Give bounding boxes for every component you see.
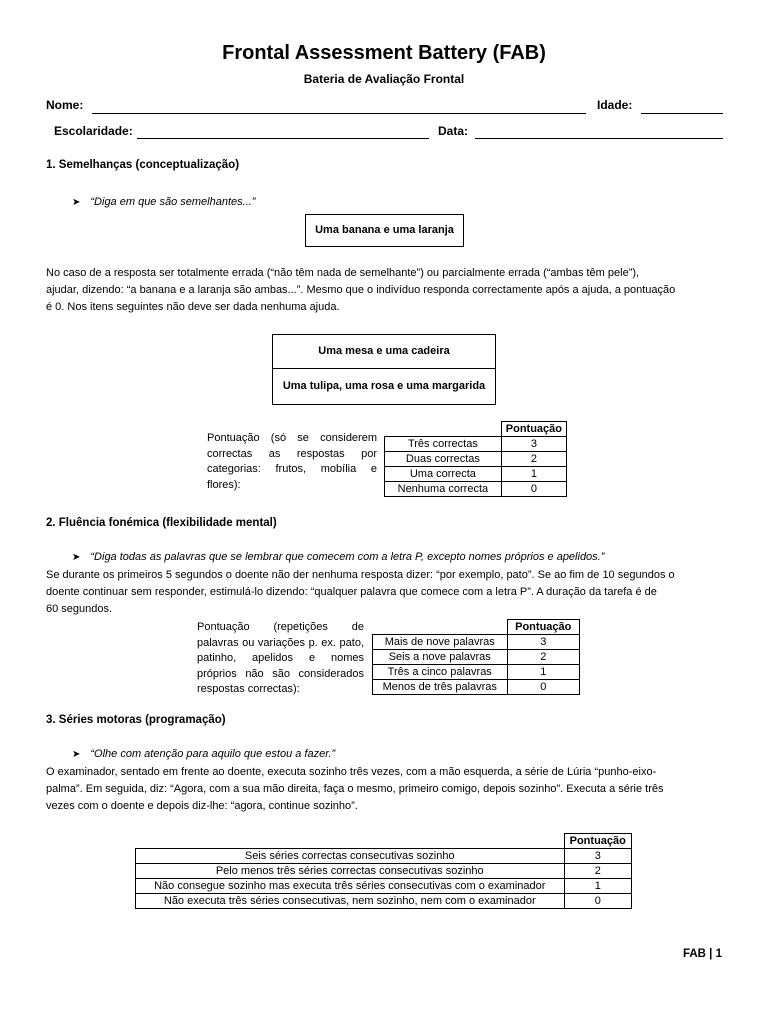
row-label: Uma correcta [385, 467, 502, 482]
section-3-heading: 3. Séries motoras (programação) [46, 714, 226, 726]
row-label: Seis a nove palavras [373, 650, 508, 665]
section-3-prompt-text: “Olhe com atenção para aquilo que estou a fazer.” [90, 748, 336, 760]
table-row [136, 879, 632, 894]
section-1-prompt [72, 196, 255, 208]
age-field[interactable] [641, 113, 723, 114]
row-label: Mais de nove palavras [373, 635, 508, 650]
page-number: FAB | 1 [682, 948, 722, 960]
page-subtitle: Bateria de Avaliação Frontal [303, 72, 465, 86]
table-row [373, 680, 580, 695]
section-1-score-note: Pontuação (só se considerem correctas as respostas por categorias: frutos, mobília e flores): [207, 432, 377, 491]
date-field[interactable] [475, 138, 723, 139]
arrow-bullet-icon: ➤ [72, 552, 81, 563]
table-row [385, 437, 567, 452]
row-score: 3 [501, 437, 566, 452]
section-3-para-line: palma”. Em seguida, diz: “Agora, com a sua mão direita, faça o mesmo, primeiro comigo, depois sozinho”. Executa a série três [46, 783, 664, 795]
section-3-prompt [72, 748, 335, 760]
table-row [373, 635, 580, 650]
section-1-para-line: No caso de a resposta ser totalmente errada (“não têm nada de semelhante”) ou parcialmente errada (“ambas têm pele”), [46, 267, 640, 279]
row-score: 1 [501, 467, 566, 482]
table-row [136, 849, 632, 864]
table-row [373, 650, 580, 665]
section-1-instructions [46, 265, 722, 316]
table-row [136, 894, 632, 909]
section-2-prompt-text: “Diga todas as palavras que se lembrar que comecem com a letra P, excepto nomes próprios e apelidos.” [90, 551, 605, 563]
name-field[interactable] [92, 113, 586, 114]
section-1-para-line: é 0. Nos itens seguintes não deve ser dada nenhuma ajuda. [46, 301, 340, 313]
section-1-prompt-text: “Diga em que são semelhantes...” [90, 196, 256, 208]
row-label: Nenhuma correcta [385, 482, 502, 497]
section-1-para-line: ajudar, dizendo: “a banana e a laranja são ambas...”. Mesmo que o indivíduo responda correctamente após a ajuda, a pontuação [46, 284, 676, 296]
date-label: Data: [438, 124, 469, 138]
section-2-para-line: 60 segundos. [46, 603, 113, 615]
table-row [385, 452, 567, 467]
education-field[interactable] [137, 138, 429, 139]
row-score: 3 [564, 849, 632, 864]
section-1-score-table [384, 421, 567, 497]
table-row [385, 467, 567, 482]
section-3-score-table [135, 833, 632, 909]
score-header: Pontuação [507, 620, 580, 635]
arrow-bullet-icon: ➤ [72, 197, 81, 208]
row-label: Menos de três palavras [373, 680, 508, 695]
section-2-para-line: doente continuar sem responder, estimulá-lo dizendo: “qualquer palavra que comece com a letra P”. A duração da tarefa é de [46, 586, 657, 598]
item-box-table-chair: Uma mesa e uma cadeira [272, 334, 496, 369]
row-label: Três a cinco palavras [373, 665, 508, 680]
row-score: 0 [564, 894, 632, 909]
row-score: 0 [507, 680, 580, 695]
section-2-prompt [72, 551, 604, 563]
section-2-instructions [46, 567, 722, 618]
table-row [136, 864, 632, 879]
row-score: 0 [501, 482, 566, 497]
row-label: Seis séries correctas consecutivas sozinho [136, 849, 565, 864]
row-label: Três correctas [385, 437, 502, 452]
name-label: Nome: [46, 98, 84, 112]
score-header: Pontuação [564, 834, 632, 849]
score-header: Pontuação [501, 422, 566, 437]
arrow-bullet-icon: ➤ [72, 749, 81, 760]
section-3-instructions [46, 764, 722, 815]
row-label: Pelo menos três séries correctas consecutivas sozinho [136, 864, 565, 879]
page-title: Frontal Assessment Battery (FAB) [222, 42, 546, 64]
row-label: Não consegue sozinho mas executa três séries consecutivas com o examinador [136, 879, 565, 894]
section-2-score-note: Pontuação (repetições de palavras ou variações p. ex. pato, patinho, apelidos e nomes próprios não são considerados respostas correctas): [197, 621, 364, 695]
row-label: Duas correctas [385, 452, 502, 467]
age-label: Idade: [597, 98, 633, 112]
row-score: 3 [507, 635, 580, 650]
item-box-flowers: Uma tulipa, uma rosa e uma margarida [272, 368, 496, 405]
education-label: Escolaridade: [54, 124, 133, 138]
row-score: 2 [564, 864, 632, 879]
section-3-para-line: O examinador, sentado em frente ao doente, executa sozinho três vezes, com a mão esquerda, a série de Lúria “punho-eixo- [46, 766, 657, 778]
row-score: 2 [507, 650, 580, 665]
table-row [373, 665, 580, 680]
table-row [385, 482, 567, 497]
section-1-heading: 1. Semelhanças (conceptualização) [46, 159, 240, 171]
section-2-score-table [372, 619, 580, 695]
section-2-para-line: Se durante os primeiros 5 segundos o doente não der nenhuma resposta dizer: “por exemplo, pato”. Se ao fim de 10 segundos o [46, 569, 675, 581]
row-score: 1 [507, 665, 580, 680]
section-2-heading: 2. Fluência fonémica (flexibilidade mental) [46, 517, 277, 529]
row-score: 1 [564, 879, 632, 894]
row-label: Não executa três séries consecutivas, nem sozinho, nem com o examinador [136, 894, 565, 909]
item-box-banana-orange: Uma banana e uma laranja [305, 214, 464, 247]
row-score: 2 [501, 452, 566, 467]
section-3-para-line: vezes com o doente e depois diz-lhe: “agora, continue sozinho”. [46, 800, 358, 812]
